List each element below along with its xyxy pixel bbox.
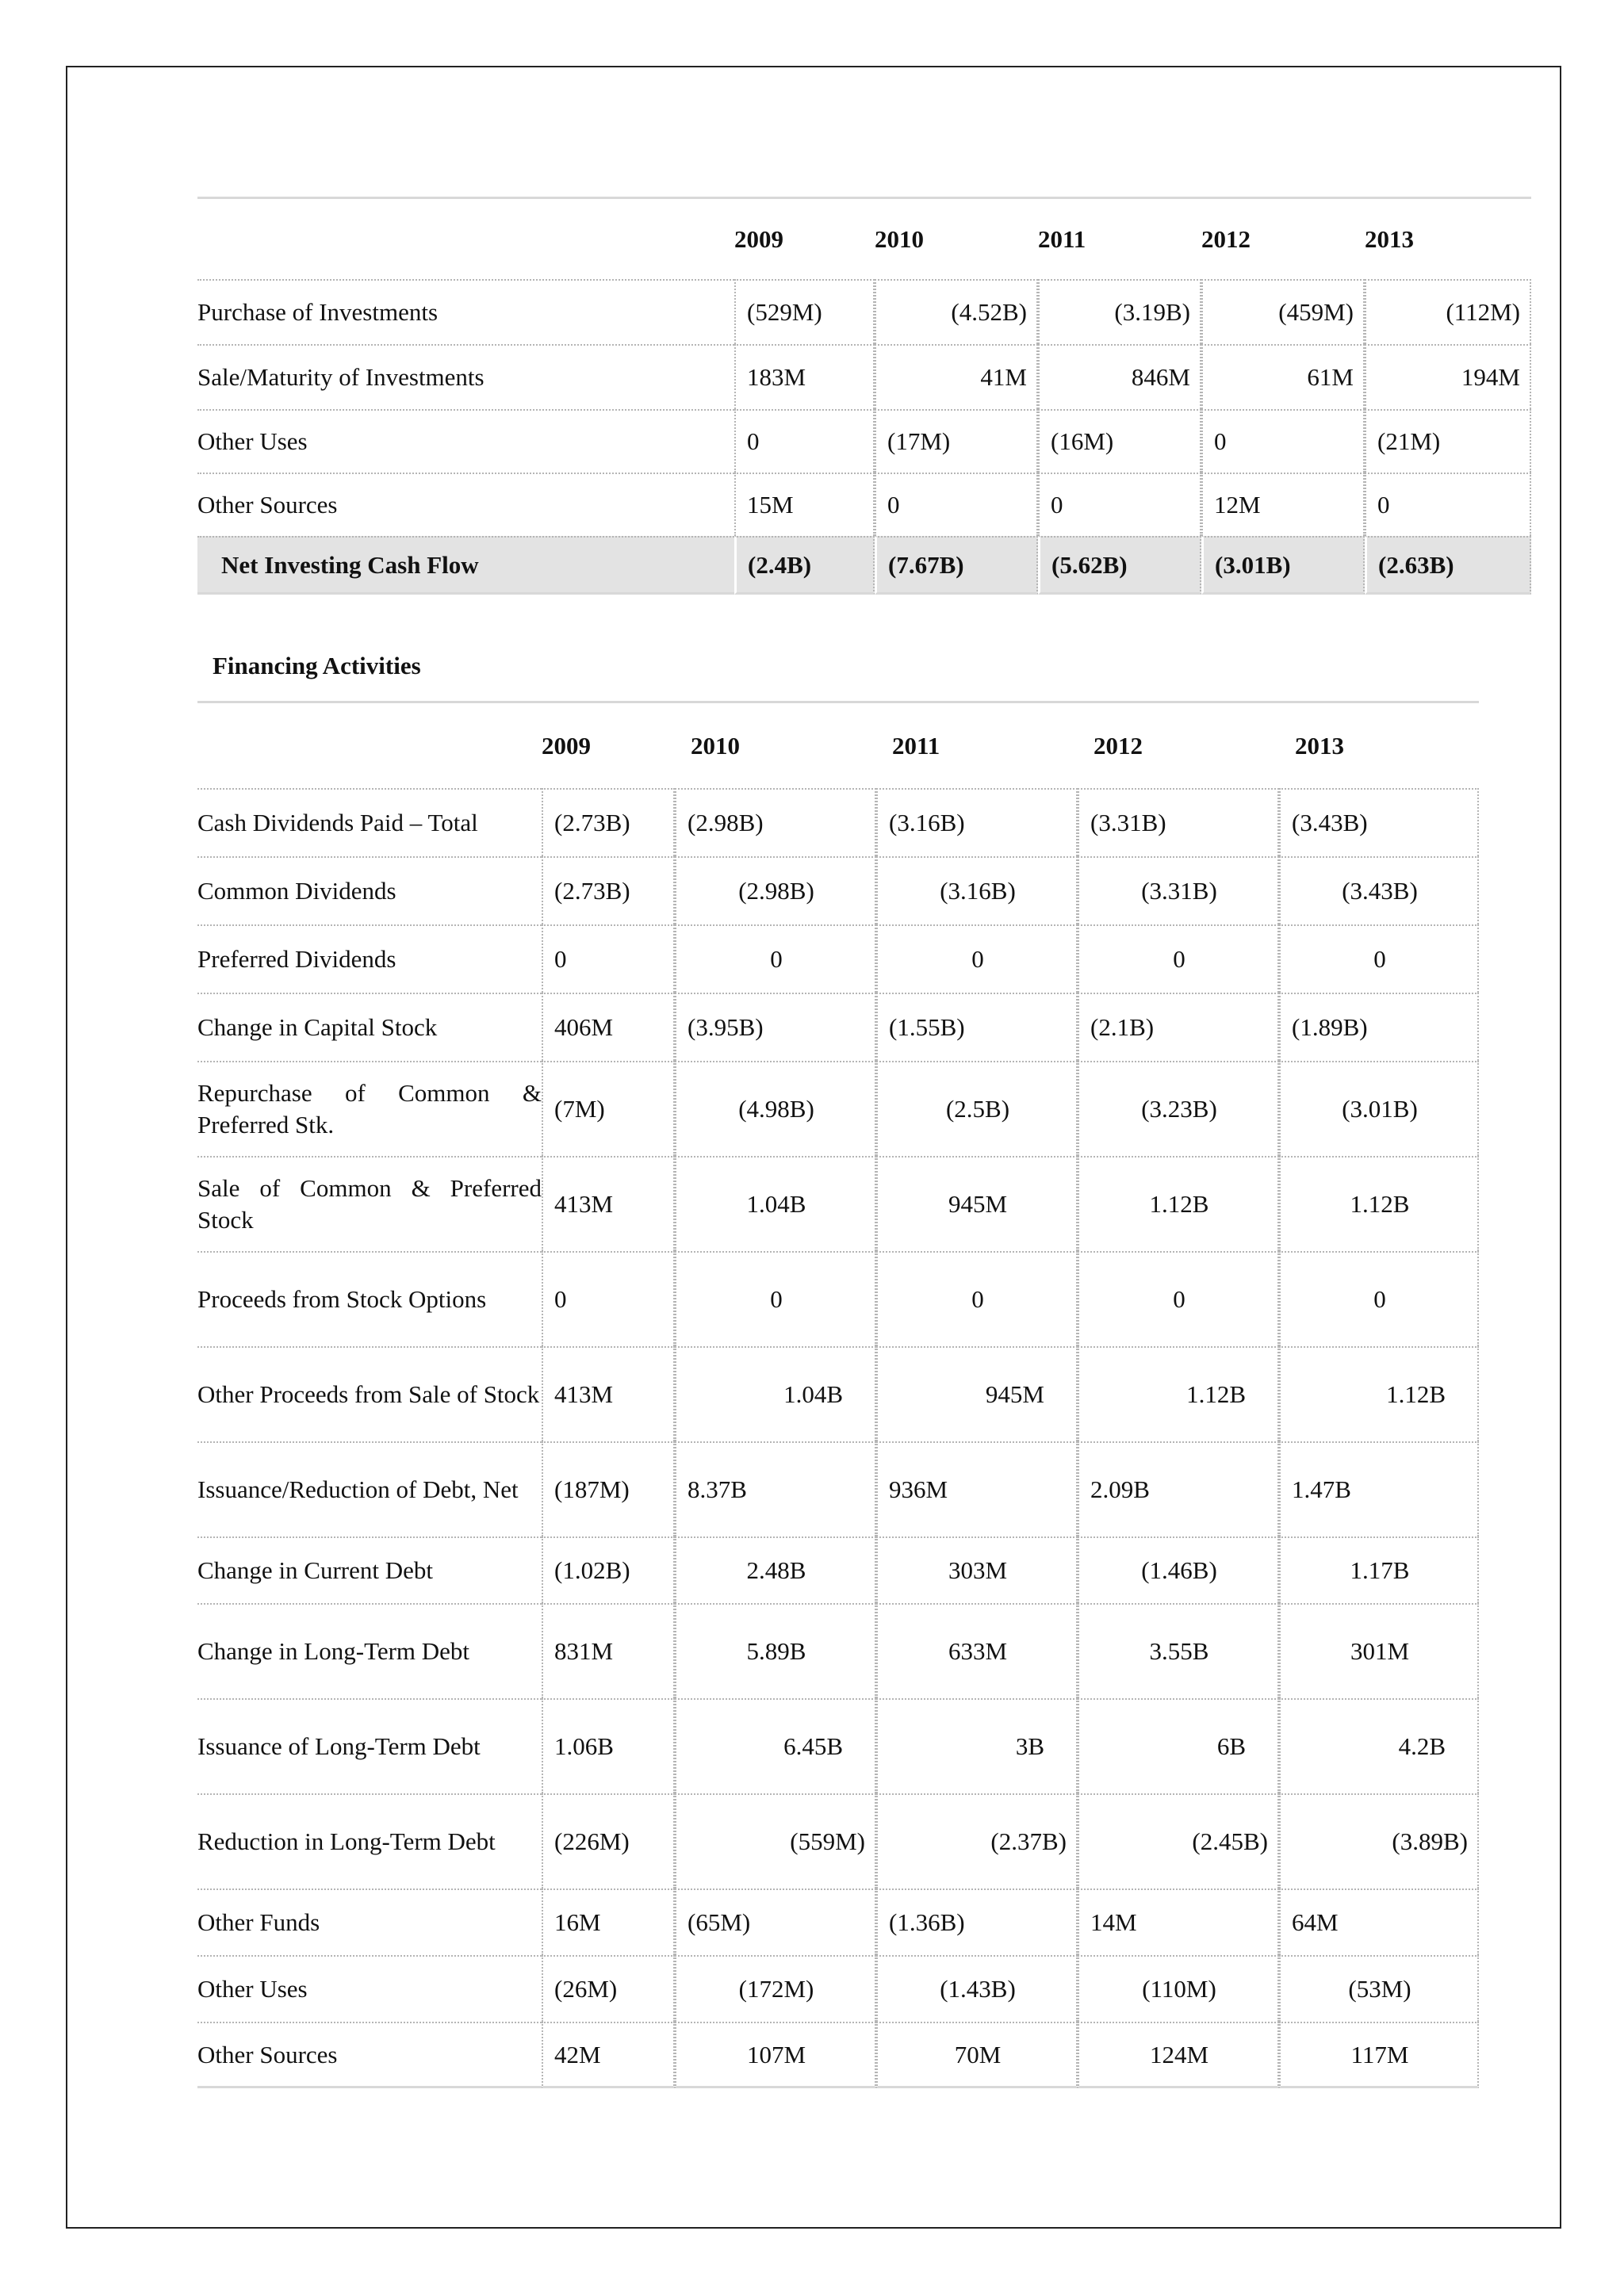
table-cell: 0 <box>875 473 1038 536</box>
table-row <box>197 1346 1479 1441</box>
table-cell: (110M) <box>1078 1955 1279 2022</box>
table-cell: 413M <box>542 1156 675 1251</box>
table-row <box>197 1603 1479 1698</box>
table-cell: 846M <box>1038 344 1201 409</box>
table-cell: 0 <box>1078 1251 1279 1346</box>
table-cell: 6B <box>1078 1698 1279 1793</box>
table-cell: (3.89B) <box>1279 1793 1479 1888</box>
table-cell: (3.19B) <box>1038 279 1201 344</box>
table-cell: 12M <box>1201 473 1365 536</box>
table-cell: 16M <box>542 1888 675 1955</box>
row-label: Other Sources <box>197 473 734 536</box>
row-label: Cash Dividends Paid – Total <box>197 788 542 856</box>
table-cell: 831M <box>542 1603 675 1698</box>
table-cell: 194M <box>1365 344 1531 409</box>
table-cell: 41M <box>875 344 1038 409</box>
table-cell: (112M) <box>1365 279 1531 344</box>
table-cell: (26M) <box>542 1955 675 2022</box>
table-cell: 413M <box>542 1346 675 1441</box>
table-cell: (4.52B) <box>875 279 1038 344</box>
table-cell: 1.12B <box>1078 1156 1279 1251</box>
table-cell: (2.4B) <box>734 536 875 595</box>
table-cell: (559M) <box>675 1793 876 1888</box>
table-cell: (2.98B) <box>675 856 876 924</box>
table-cell: (2.73B) <box>542 856 675 924</box>
table-cell: 2.48B <box>675 1536 876 1603</box>
table-cell: 6.45B <box>675 1698 876 1793</box>
table-cell: 70M <box>876 2022 1078 2088</box>
table-row <box>197 1888 1479 1955</box>
table-row <box>197 1955 1479 2022</box>
table-cell: (2.1B) <box>1078 993 1279 1061</box>
year-header: 2011 <box>1038 197 1201 279</box>
table-cell: 0 <box>675 924 876 993</box>
row-label: Other Uses <box>197 409 734 473</box>
table-cell: 124M <box>1078 2022 1279 2088</box>
table-cell: 4.2B <box>1279 1698 1479 1793</box>
table-cell: (3.01B) <box>1279 1061 1479 1156</box>
table-cell: 0 <box>734 409 875 473</box>
table-row <box>197 344 1531 409</box>
table-cell: 61M <box>1201 344 1365 409</box>
table-row <box>197 1061 1479 1156</box>
year-header: 2013 <box>1365 197 1531 279</box>
table-cell: (459M) <box>1201 279 1365 344</box>
section-title: Financing Activities <box>213 652 421 679</box>
table-cell: (3.43B) <box>1279 788 1479 856</box>
row-label: Issuance of Long-Term Debt <box>197 1698 542 1793</box>
table-cell: (2.63B) <box>1365 536 1531 595</box>
net-investing-row <box>197 536 1531 595</box>
row-label: Other Funds <box>197 1888 542 1955</box>
table-cell: (53M) <box>1279 1955 1479 2022</box>
table-header-row <box>197 701 1479 788</box>
table-row <box>197 924 1479 993</box>
table-cell: 183M <box>734 344 875 409</box>
table-cell: (1.46B) <box>1078 1536 1279 1603</box>
table-cell: (7M) <box>542 1061 675 1156</box>
row-label: Reduction in Long-Term Debt <box>197 1793 542 1888</box>
table-cell: (3.01B) <box>1201 536 1365 595</box>
table-row <box>197 279 1531 344</box>
table-cell: 406M <box>542 993 675 1061</box>
investing-activities-table <box>197 197 1531 595</box>
row-label: Preferred Dividends <box>197 924 542 993</box>
table-cell: (3.23B) <box>1078 1061 1279 1156</box>
table-cell: 0 <box>1279 1251 1479 1346</box>
row-label: Other Proceeds from Sale of Stock <box>197 1346 542 1441</box>
table-cell: (2.37B) <box>876 1793 1078 1888</box>
table-row <box>197 993 1479 1061</box>
row-label: Change in Long-Term Debt <box>197 1603 542 1698</box>
table-cell: 8.37B <box>675 1441 876 1536</box>
table-cell: 0 <box>1201 409 1365 473</box>
table-cell: 3.55B <box>1078 1603 1279 1698</box>
table-cell: (5.62B) <box>1038 536 1201 595</box>
table-cell: (529M) <box>734 279 875 344</box>
year-header: 2010 <box>875 197 1038 279</box>
table-cell: (65M) <box>675 1888 876 1955</box>
table-cell: 1.06B <box>542 1698 675 1793</box>
table-cell: (1.36B) <box>876 1888 1078 1955</box>
table-row <box>197 473 1531 536</box>
table-row <box>197 1441 1479 1536</box>
table-cell: 0 <box>1365 473 1531 536</box>
table-row <box>197 1793 1479 1888</box>
table-cell: 117M <box>1279 2022 1479 2088</box>
table-row <box>197 788 1479 856</box>
table-cell: (2.45B) <box>1078 1793 1279 1888</box>
table-cell: 1.04B <box>675 1156 876 1251</box>
table-cell: 945M <box>876 1156 1078 1251</box>
table-row <box>197 1536 1479 1603</box>
table-cell: (4.98B) <box>675 1061 876 1156</box>
table-cell: (2.73B) <box>542 788 675 856</box>
table-cell: 0 <box>1279 924 1479 993</box>
table-row <box>197 409 1531 473</box>
table-cell: 633M <box>876 1603 1078 1698</box>
table-cell: (226M) <box>542 1793 675 1888</box>
table-cell: (187M) <box>542 1441 675 1536</box>
table-cell: 1.12B <box>1078 1346 1279 1441</box>
table-cell: 945M <box>876 1346 1078 1441</box>
row-label: Issuance/Reduction of Debt, Net <box>197 1441 542 1536</box>
year-header: 2012 <box>1078 701 1279 788</box>
table-cell: 42M <box>542 2022 675 2088</box>
row-label: Repurchase of Common & Preferred Stk. <box>197 1061 542 1156</box>
table-cell: 15M <box>734 473 875 536</box>
table-cell: (3.43B) <box>1279 856 1479 924</box>
row-label: Sale/Maturity of Investments <box>197 344 734 409</box>
row-label: Net Investing Cash Flow <box>197 536 734 595</box>
row-label: Other Uses <box>197 1955 542 2022</box>
table-cell: 0 <box>876 924 1078 993</box>
table-cell: (1.55B) <box>876 993 1078 1061</box>
table-cell: (3.16B) <box>876 856 1078 924</box>
table-cell: (7.67B) <box>875 536 1038 595</box>
table-cell: 1.12B <box>1279 1346 1479 1441</box>
table-cell: 301M <box>1279 1603 1479 1698</box>
table-cell: (3.31B) <box>1078 856 1279 924</box>
table-cell: (16M) <box>1038 409 1201 473</box>
table-cell: 936M <box>876 1441 1078 1536</box>
year-header: 2009 <box>542 701 675 788</box>
table-cell: 1.17B <box>1279 1536 1479 1603</box>
row-label: Purchase of Investments <box>197 279 734 344</box>
table-cell: (17M) <box>875 409 1038 473</box>
table-cell: 3B <box>876 1698 1078 1793</box>
row-label: Common Dividends <box>197 856 542 924</box>
table-cell: 2.09B <box>1078 1441 1279 1536</box>
table-cell: 1.04B <box>675 1346 876 1441</box>
row-label: Sale of Common & Preferred Stock <box>197 1156 542 1251</box>
table-row <box>197 1698 1479 1793</box>
year-header: 2013 <box>1279 701 1479 788</box>
table-cell: 1.12B <box>1279 1156 1479 1251</box>
table-cell: 5.89B <box>675 1603 876 1698</box>
table-cell: 107M <box>675 2022 876 2088</box>
table-cell: (1.02B) <box>542 1536 675 1603</box>
year-header: 2010 <box>675 701 876 788</box>
row-label: Change in Current Debt <box>197 1536 542 1603</box>
table-cell: (2.98B) <box>675 788 876 856</box>
table-row <box>197 2022 1479 2088</box>
table-cell: 1.47B <box>1279 1441 1479 1536</box>
table-row <box>197 856 1479 924</box>
table-cell: 0 <box>542 1251 675 1346</box>
table-cell: (3.16B) <box>876 788 1078 856</box>
table-cell: (3.95B) <box>675 993 876 1061</box>
table-header-row <box>197 197 1531 279</box>
financing-activities-table <box>197 701 1479 2088</box>
table-cell: 0 <box>1038 473 1201 536</box>
table-cell: (1.89B) <box>1279 993 1479 1061</box>
table-cell: 303M <box>876 1536 1078 1603</box>
table-row <box>197 1251 1479 1346</box>
row-label: Other Sources <box>197 2022 542 2088</box>
table-cell: 0 <box>876 1251 1078 1346</box>
table-cell: 14M <box>1078 1888 1279 1955</box>
year-header: 2011 <box>876 701 1078 788</box>
table-cell: 64M <box>1279 1888 1479 1955</box>
table-cell: 0 <box>675 1251 876 1346</box>
table-cell: (21M) <box>1365 409 1531 473</box>
row-label: Change in Capital Stock <box>197 993 542 1061</box>
table-cell: (1.43B) <box>876 1955 1078 2022</box>
year-header: 2012 <box>1201 197 1365 279</box>
table-cell: (2.5B) <box>876 1061 1078 1156</box>
year-header: 2009 <box>734 197 875 279</box>
table-cell: (3.31B) <box>1078 788 1279 856</box>
table-cell: 0 <box>1078 924 1279 993</box>
table-cell: 0 <box>542 924 675 993</box>
table-cell: (172M) <box>675 1955 876 2022</box>
row-label: Proceeds from Stock Options <box>197 1251 542 1346</box>
table-row <box>197 1156 1479 1251</box>
